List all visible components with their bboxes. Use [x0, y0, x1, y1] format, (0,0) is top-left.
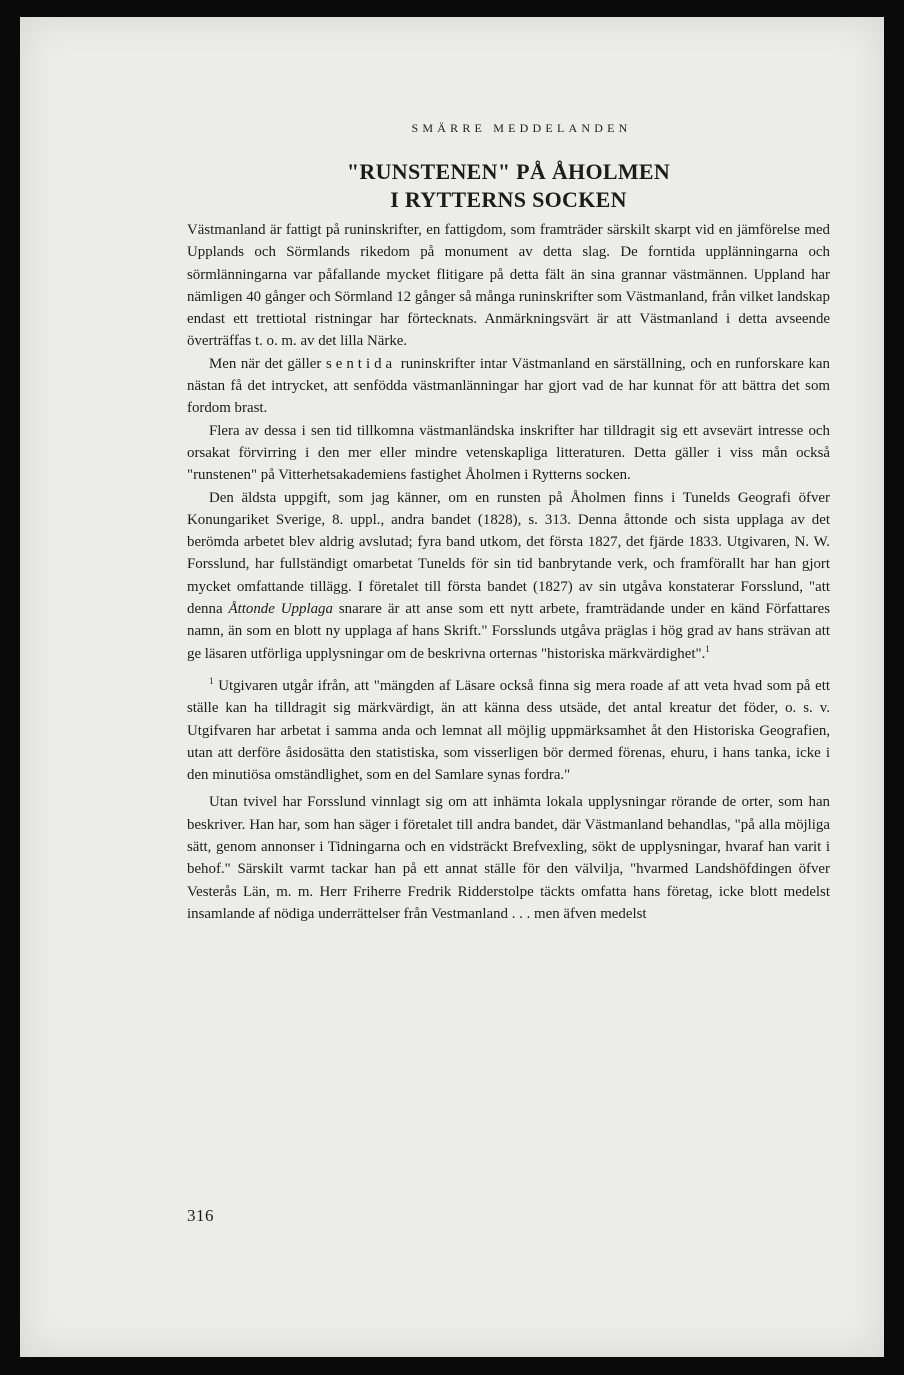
page-number: 316 — [187, 1206, 214, 1225]
title-line-2: I RYTTERNS SOCKEN — [390, 187, 627, 212]
paragraph-2-start: Men när det gäller — [209, 355, 322, 372]
paragraph-2-end: runinskrifter intar Västmanland en särställning, och en runforskare kan nästan få det intrycket, att senfödda västmanlänningar har gjort vad de har kunnat för att bättra det som fordom brast. — [187, 355, 830, 417]
page-sheet — [20, 17, 884, 1357]
paragraph-4-start: Den äldsta uppgift, som jag känner, om en runsten på Åholmen finns i Tunelds Geografi öfver Konungariket Sverige, 8. uppl., andra bandet (1828), s. 313. Denna åttonde och sista upplaga av det berömda arbetet blev aldrig avslutad; fyra band utkom, det första 1827, det fjärde 1833. Utgivaren, N. W. Forsslund, har fullständigt omarbetat Tunelds för sin tid banbrytande verk, och framförallt har han gjort mycket omfattande tillägg. I företalet till första bandet (1827) av sin utgåva konstaterar Forsslund, "att denna — [187, 489, 830, 618]
paragraph-2 — [187, 353, 830, 420]
paragraph-3: Flera av dessa i sen tid tillkomna västmanländska inskrifter har tilldragit sig ett avsevärt intresse och orsakat förvirring i den mer eller mindre vetenskapliga litteraturen. Detta gäller i viss mån också "runstenen" på Vitterhetsakademiens fastighet Åholmen i Rytterns socken. — [187, 422, 830, 484]
paragraph-4 — [187, 487, 830, 665]
title-line-1: "RUNSTENEN" PÅ ÅHOLMEN — [346, 159, 671, 184]
section-header: SMÄRRE MEDDELANDEN — [411, 121, 632, 135]
footnote-mark: 1 — [209, 675, 214, 686]
footnote — [187, 675, 830, 786]
article-body-continued — [187, 791, 830, 925]
paragraph-2-emphasis: sentida — [325, 355, 397, 372]
paragraph-4-italic: Åttonde Upplaga — [228, 601, 333, 618]
article-body — [187, 219, 830, 665]
paragraph-5: Utan tvivel har Forsslund vinnlagt sig om att inhämta lokala upplysningar rörande de orter, som han beskriver. Han har, som han säger i företalet till andra bandet, där Västmanland behandlas, "på alla möjliga sätt, genom annonser i Tidningarna och en vidsträckt Brefvexling, sökt de upplysningar, hvaraf han varit i behof." Särskilt varmt tackar han på ett annat ställe för den välvilja, "hvarmed Landshöfdingen öfver Vesterås Län, m. m. Herr Friherre Fredrik Ridderstolpe täckts omfatta hans företag, icke blott medelst insamlande af nödiga underrättelser från Vestmanland . . . men äfven medelst — [187, 794, 830, 922]
paragraph-1: Västmanland är fattigt på runinskrifter, en fattigdom, som framträder särskilt skarpt vid en jämförelse med Upplands och Sörmlands rikedom på monument av detta slag. De forntida upplänningarna och sörmlänningarna var påfallande mycket flitigare på detta fält än sina grannar västmännen. Uppland har nämligen 40 gånger och Sörmland 12 gånger så många runinskrifter som Västmanland, från vilket landskap endast ett trettiotal ristningar har förtecknats. Anmärkningsvärt är att Västmanland i detta avseende överträffas t. o. m. av det lilla Närke. — [187, 222, 830, 350]
footnote-reference: 1 — [705, 643, 710, 654]
paragraph-4-end: snarare är att anse som ett nytt arbete, framträdande under en känd Författares namn, än som en blott ny upplaga af hans Skrift." Forsslunds utgåva präglas i hög grad av hans strävan att ge läsaren utförliga upplysningar om de beskrivna orternas "historiska märkvärdighet". — [187, 601, 830, 662]
footnote-text: Utgivaren utgår ifrån, att "mängden af Läsare också finna sig mera roade af att veta hvad som på ett ställe kan ha tilldragit sig märkvärdigt, än att känna dess utsäde, det antal kreatur det föder, o. s. v. Utgifvaren har arbetat i samma anda och lemnat all möjlig uppmärksamhet åt den Historiska Geografien, utan att derföre åsidosätta den statistiska, som visserligen bör dermed förenas, ehuru, i hans tanka, icke i den minutiösa omständlighet, som en del Samlare synas fordra." — [187, 677, 830, 784]
article-title — [187, 158, 830, 214]
article — [187, 121, 830, 925]
